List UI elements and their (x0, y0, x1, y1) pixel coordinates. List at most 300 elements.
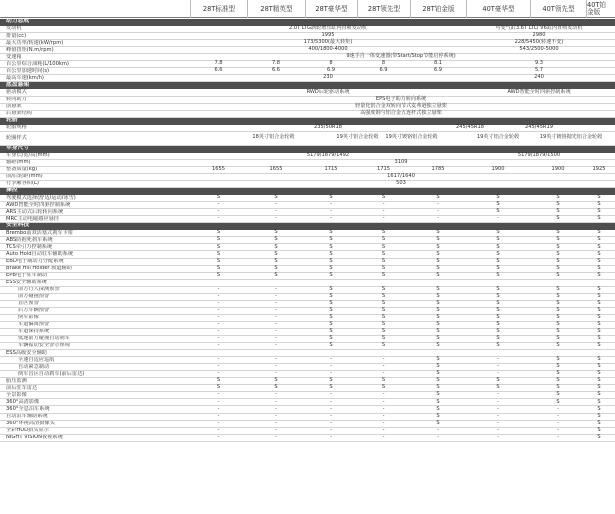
spec-row (0, 421, 615, 428)
spec-value: S (496, 264, 500, 271)
spec-row (0, 230, 615, 237)
spec-value: S (597, 356, 601, 363)
section-title: 动力总成 (6, 19, 30, 25)
spec-row (0, 371, 615, 378)
spec-value: - (217, 306, 220, 313)
spec-value: S (597, 391, 601, 398)
spec-value: S (496, 328, 500, 335)
spec-value: S (436, 335, 440, 342)
spec-label: 轮胎规格 (6, 124, 27, 131)
spec-value: - (275, 335, 277, 342)
spec-row (0, 406, 615, 413)
spec-value: S (436, 398, 440, 405)
spec-label: NIGHT VISION夜视系统 (6, 434, 63, 441)
spec-value: S (556, 356, 560, 363)
spec-value: S (597, 292, 601, 299)
spec-value: S (274, 377, 278, 384)
spec-row (0, 202, 615, 209)
spec-value: S (597, 321, 601, 328)
spec-value: - (382, 370, 385, 377)
spec-value: 8 (381, 60, 386, 67)
spec-value: S (216, 271, 221, 278)
spec-value: S (556, 285, 560, 292)
spec-row (0, 266, 615, 273)
spec-value: S (329, 328, 333, 335)
spec-value: 5179/1879/1492 (306, 151, 350, 158)
spec-value: - (497, 370, 499, 377)
spec-value: - (275, 201, 277, 208)
section-title: 轮胎 (6, 117, 18, 123)
spec-value: 6.6 (214, 67, 223, 74)
spec-row (0, 195, 615, 202)
spec-label: 后方车辆预警 (18, 307, 50, 314)
spec-value: S (274, 250, 278, 257)
spec-value: S (556, 250, 560, 257)
spec-label: Brembo前双活塞式刹车卡钳 (6, 230, 73, 236)
spec-value: S (556, 342, 560, 349)
spec-value: S (496, 229, 500, 236)
spec-value: - (437, 433, 439, 440)
spec-label: 最大功率/转速(kW/rpm) (6, 40, 64, 46)
spec-value: S (496, 299, 500, 306)
spec-value: S (597, 194, 601, 201)
trim-column-header: 28T豪华型 (305, 0, 357, 18)
spec-row (0, 385, 615, 392)
spec-value: S (597, 342, 601, 349)
spec-label: 前/后轮距(mm) (6, 173, 43, 180)
spec-value: S (436, 384, 440, 391)
spec-value: S (556, 194, 560, 201)
spec-value: S (556, 257, 560, 264)
spec-value: S (556, 384, 560, 391)
spec-value: - (437, 215, 439, 222)
spec-value: S (381, 342, 386, 349)
spec-row (0, 357, 615, 364)
spec-label: MRC主动电磁感应悬挂 (6, 216, 59, 222)
spec-value: 228/5450(转速不变) (514, 39, 564, 46)
spec-value: - (275, 356, 277, 363)
spec-value: 8 (329, 60, 333, 67)
spec-value: - (217, 370, 220, 377)
spec-value: S (274, 243, 278, 250)
spec-value: S (436, 356, 440, 363)
spec-value: - (275, 405, 277, 412)
spec-value: - (557, 426, 559, 433)
spec-value: S (436, 292, 440, 299)
spec-label: 自动泊车辅助系统 (6, 413, 48, 419)
spec-value: - (382, 356, 385, 363)
spec-value: S (436, 370, 440, 377)
spec-value: 7.8 (271, 60, 281, 67)
section-title: 操控 (6, 188, 18, 194)
spec-label: 自动紧急制动 (18, 364, 50, 370)
spec-value: S (216, 250, 221, 257)
spec-value: 9.3 (534, 60, 544, 67)
spec-value: RWD后轮驱动系统 (306, 88, 350, 95)
spec-value: S (436, 257, 440, 264)
spec-value: S (329, 384, 333, 391)
spec-value: S (556, 201, 560, 208)
spec-value: S (597, 271, 601, 278)
spec-label: 百公里加速时间(s) (6, 68, 50, 74)
spec-value: - (330, 398, 332, 405)
spec-value: S (496, 377, 500, 384)
spec-value: S (597, 370, 601, 377)
spec-value: - (330, 363, 332, 370)
spec-row (0, 280, 615, 287)
spec-value: S (329, 335, 333, 342)
spec-value: 5179/1879/1500 (517, 151, 561, 158)
spec-value: S (556, 398, 560, 405)
spec-value: 1900 (551, 165, 565, 172)
spec-value: S (381, 243, 386, 250)
spec-row (0, 68, 615, 75)
section-header (0, 188, 615, 195)
spec-value: - (330, 208, 332, 215)
spec-label: 全速自适应巡航 (18, 357, 55, 363)
spec-row (0, 329, 615, 336)
spec-value: S (329, 271, 333, 278)
spec-value: S (436, 313, 440, 320)
spec-value: S (496, 201, 500, 208)
spec-value: S (329, 285, 333, 292)
spec-value: - (557, 412, 559, 419)
spec-value: S (381, 306, 386, 313)
spec-row (0, 181, 615, 188)
spec-value: - (217, 208, 220, 215)
spec-value: S (216, 229, 221, 236)
spec-value: - (382, 201, 385, 208)
spec-label: 倒车影像 (18, 314, 39, 321)
spec-value: - (330, 356, 332, 363)
spec-label: 驱动模式 (6, 89, 27, 95)
spec-row (0, 251, 615, 258)
spec-value: - (382, 419, 385, 426)
trim-column-header: 28T精英型 (247, 0, 305, 18)
spec-value: 6.6 (271, 67, 281, 74)
spec-value: S (556, 292, 560, 299)
spec-value: - (330, 412, 332, 419)
spec-value: - (217, 356, 220, 363)
section-title: 安全科技 (6, 223, 30, 229)
spec-value: S (597, 285, 601, 292)
spec-value: - (330, 370, 332, 377)
spec-value: - (437, 208, 439, 215)
spec-value: S (496, 285, 500, 292)
spec-value: S (556, 271, 560, 278)
spec-value: S (496, 321, 500, 328)
spec-value: - (217, 285, 220, 292)
spec-value: - (275, 363, 277, 370)
spec-value: S (329, 194, 333, 201)
spec-value: 可变气缸3.6T LTL/ V6缸内直喷发动机 (495, 25, 583, 32)
spec-value: S (436, 412, 440, 419)
spec-label: 整备质量(kg) (6, 166, 38, 173)
spec-value: - (382, 398, 385, 405)
spec-row (0, 392, 615, 399)
spec-value: S (556, 391, 560, 398)
spec-value: S (436, 250, 440, 257)
spec-row (0, 259, 615, 266)
spec-value: 503 (396, 180, 406, 187)
spec-row (0, 301, 615, 308)
spec-value: S (597, 201, 601, 208)
spec-value: S (329, 299, 333, 306)
spec-value: S (597, 384, 601, 391)
spec-value: 6.9 (326, 67, 336, 74)
spec-row (0, 97, 615, 104)
spec-value: S (329, 342, 333, 349)
spec-value: S (381, 264, 386, 271)
spec-value: S (597, 363, 601, 370)
spec-value: S (216, 257, 221, 264)
spec-row (0, 104, 615, 111)
spec-value: S (597, 419, 601, 426)
spec-value: S (216, 384, 221, 391)
spec-value: - (275, 426, 277, 433)
spec-value: S (216, 194, 221, 201)
spec-row (0, 237, 615, 244)
spec-value: 1925 (592, 165, 606, 172)
spec-row (0, 125, 615, 132)
spec-value: S (436, 236, 440, 243)
spec-row (0, 294, 615, 301)
spec-value: S (496, 384, 500, 391)
spec-row (0, 26, 615, 33)
spec-label: 驾驶模式选择(舒适/运动/冰雪) (6, 195, 76, 201)
spec-label: 轮圈样式 (6, 134, 27, 141)
spec-value: S (597, 398, 601, 405)
spec-label: 车身长/宽/高(mm) (6, 152, 50, 159)
spec-value: S (381, 229, 386, 236)
spec-value: 240 (534, 74, 544, 81)
spec-value: S (381, 236, 386, 243)
spec-label: Auto Hold自动驻车辅助系统 (6, 251, 74, 257)
spec-value: - (382, 215, 385, 222)
spec-value: S (436, 342, 440, 349)
spec-value: S (556, 328, 560, 335)
spec-value: S (556, 243, 560, 250)
spec-value: S (597, 236, 601, 243)
spec-value: S (597, 264, 601, 271)
spec-value: S (597, 229, 601, 236)
trim-column-header: 40T铂金版 (586, 0, 612, 18)
spec-value: - (497, 426, 499, 433)
spec-label: 排量(cc) (6, 33, 27, 39)
section-header (0, 118, 615, 125)
spec-label: 前方碰撞预警 (18, 293, 50, 300)
spec-value: S (216, 377, 221, 384)
spec-value: - (437, 426, 439, 433)
spec-label: 低速前方碰撞自动刹车 (18, 336, 70, 342)
spec-label: ESS安全辅助系统 (6, 279, 47, 286)
spec-value: 3109 (394, 158, 408, 165)
spec-value: S (556, 321, 560, 328)
spec-row (0, 54, 615, 61)
spec-value: S (556, 264, 560, 271)
spec-value: - (217, 426, 220, 433)
spec-value: - (275, 299, 277, 306)
spec-row (0, 61, 615, 68)
spec-value: - (382, 208, 385, 215)
spec-value: S (274, 264, 278, 271)
spec-value: - (557, 419, 559, 426)
spec-row (0, 435, 615, 442)
spec-label: 倒车盲区自动刹车(前后雷达) (18, 371, 85, 377)
spec-value: S (597, 377, 601, 384)
spec-row (0, 47, 615, 54)
spec-value: - (217, 405, 220, 412)
spec-value: 245/45R18 (456, 123, 484, 130)
spec-value: S (329, 264, 333, 271)
spec-label: 全景影像 (6, 392, 27, 398)
spec-value: - (217, 342, 220, 349)
spec-label: Brake Hill Holder 坡道辅助 (6, 265, 72, 271)
spec-value: S (597, 215, 601, 222)
spec-value: S (496, 243, 500, 250)
spec-value: S (496, 292, 500, 299)
spec-row (0, 322, 615, 329)
spec-value: 1655 (212, 165, 225, 172)
spec-value: S (597, 243, 601, 250)
spec-value: - (330, 433, 332, 440)
spec-value: - (437, 201, 439, 208)
spec-value: - (497, 391, 499, 398)
spec-value: - (497, 419, 499, 426)
spec-value: S (556, 370, 560, 377)
spec-value: S (496, 313, 500, 320)
spec-value: S (556, 208, 560, 215)
spec-value: 2.0T LTG涡轮增压缸内直喷发动机 (288, 25, 368, 32)
spec-value: S (274, 229, 278, 236)
spec-value: S (329, 236, 333, 243)
spec-value: S (329, 243, 333, 250)
spec-value: S (381, 335, 386, 342)
spec-label: 360°高清影像 (6, 399, 40, 405)
spec-row (0, 111, 615, 118)
spec-value: - (382, 391, 385, 398)
spec-value: S (381, 285, 386, 292)
spec-value: - (275, 292, 277, 299)
spec-value: - (275, 321, 277, 328)
spec-value: - (382, 426, 385, 433)
spec-value: 235/50R18 (314, 123, 342, 130)
spec-value: S (274, 236, 278, 243)
spec-value: S (436, 363, 440, 370)
spec-value: S (329, 306, 333, 313)
spec-label: 车道偏离预警 (18, 321, 50, 328)
spec-value: - (275, 419, 277, 426)
spec-table (0, 19, 615, 442)
spec-value: S (329, 292, 333, 299)
spec-row (0, 287, 615, 294)
spec-value: 高强度钢与铝合金五连杆式独立悬架 (360, 109, 442, 116)
spec-value: - (275, 391, 277, 398)
spec-value: S (436, 328, 440, 335)
spec-value: S (329, 321, 333, 328)
spec-value: - (382, 363, 385, 370)
spec-value: - (382, 405, 385, 412)
spec-row (0, 378, 615, 385)
spec-value: - (217, 391, 220, 398)
spec-value: S (496, 250, 500, 257)
spec-value: - (275, 285, 277, 292)
spec-row (0, 244, 615, 251)
spec-value: S (381, 328, 386, 335)
spec-row (0, 209, 615, 216)
spec-value: S (556, 306, 560, 313)
spec-label: 胎压监测 (6, 378, 27, 384)
trim-column-header: 28T标准型 (190, 0, 247, 18)
spec-value: - (217, 398, 220, 405)
spec-value: S (436, 321, 440, 328)
spec-row (0, 75, 615, 82)
trim-column-header: 40T豪华型 (466, 0, 530, 18)
spec-label: 变速箱 (6, 54, 22, 60)
spec-value: S (381, 292, 386, 299)
spec-value: S (556, 377, 560, 384)
spec-value: - (330, 405, 332, 412)
spec-value: EPS电子助力转向系统 (375, 95, 427, 102)
spec-value: 6.9 (433, 67, 443, 74)
spec-value: S (556, 229, 560, 236)
spec-label: 后悬架结构 (6, 110, 32, 117)
trim-column-header: 28T铂金版 (410, 0, 466, 18)
spec-value: - (330, 215, 332, 222)
spec-value: - (275, 433, 277, 440)
spec-value: S (597, 250, 601, 257)
spec-label: ABS防抱死刹车系统 (6, 237, 53, 243)
trim-column-header: 40T领先型 (530, 0, 586, 18)
spec-value: 19英寸铝合金轮毂 (476, 134, 520, 141)
spec-value: - (275, 313, 277, 320)
spec-value: S (597, 299, 601, 306)
spec-value: S (436, 377, 440, 384)
spec-value: S (496, 236, 500, 243)
spec-value: - (217, 412, 220, 419)
spec-value: 245/45R19 (525, 123, 553, 130)
spec-label: 轴距(mm) (6, 159, 31, 166)
spec-value: S (216, 264, 221, 271)
spec-label: ESS高级安全辅助 (6, 350, 47, 356)
spec-value: 543/2500-5000 (519, 46, 559, 53)
spec-value: S (496, 257, 500, 264)
spec-value: S (556, 363, 560, 370)
section-header (0, 223, 615, 230)
spec-row (0, 167, 615, 174)
spec-value: 5.7 (534, 67, 544, 74)
spec-value: 6.9 (379, 67, 388, 74)
spec-value: - (217, 292, 220, 299)
spec-value: S (436, 306, 440, 313)
spec-label: 百公里综合油耗(L/100km) (6, 61, 69, 67)
spec-value: 19英寸镀铬抛光铝合金轮毂 (539, 134, 603, 141)
spec-value: S (597, 313, 601, 320)
spec-value: - (497, 363, 499, 370)
spec-value: 230 (323, 74, 333, 81)
spec-label: ARS主动式后轮转向系统 (6, 209, 64, 215)
spec-value: - (275, 208, 277, 215)
spec-row (0, 414, 615, 421)
spec-value: S (597, 405, 601, 412)
spec-value: 2980 (532, 32, 546, 39)
spec-value: S (436, 391, 440, 398)
spec-row (0, 160, 615, 167)
spec-value: 1785 (431, 165, 445, 172)
spec-value: S (381, 257, 386, 264)
spec-value: 1715 (324, 165, 338, 172)
spec-row (0, 132, 615, 146)
